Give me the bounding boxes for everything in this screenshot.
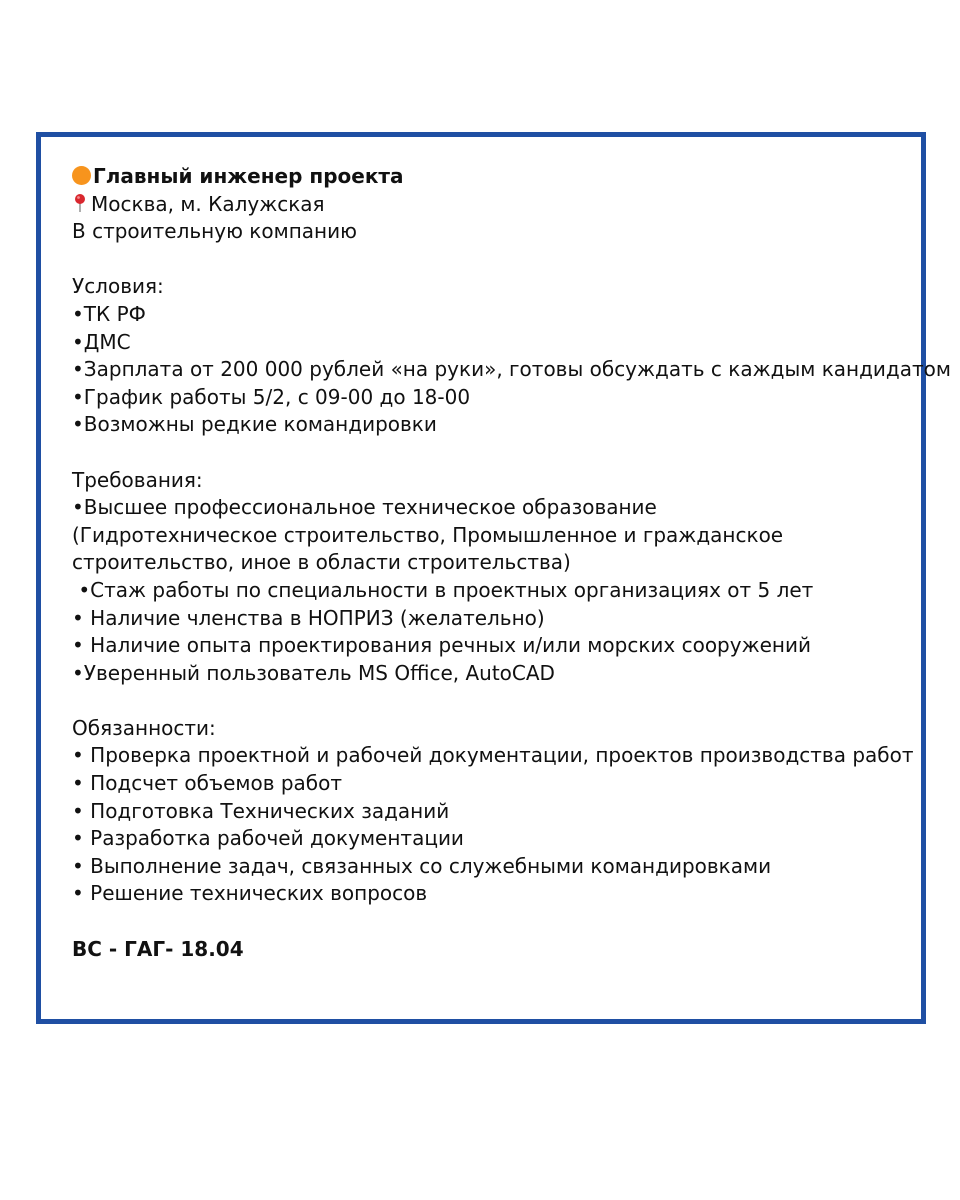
list-item: •Стаж работы по специальности в проектных организациях от 5 лет [72,577,814,602]
list-item: • Разработка рабочей документации [72,826,464,851]
orange-circle-icon [72,166,91,185]
requirements-list [72,494,902,687]
spacer [72,246,902,274]
duties-heading: Обязанности: [72,715,216,740]
conditions-list [72,301,951,439]
list-item: •Уверенный пользователь MS Office, AutoCAD [72,660,555,685]
vacancy-title: Главный инженер проекта [93,164,404,188]
vacancy-post [72,163,951,963]
list-item: •Зарплата от 200 000 рублей «на руки», готовы обсуждать с каждым кандидатом [72,357,951,382]
spacer [72,687,902,715]
list-item: •Высшее профессиональное техническое образование (Гидротехническое строительство, Промышленное и гражданское строительство, иное в области строительства) [72,495,784,575]
list-item: • Наличие опыта проектирования речных и/или морских сооружений [72,633,811,658]
list-item: • Подсчет объемов работ [72,771,343,796]
duties-list [72,742,914,908]
location-text: Москва, м. Калужская [91,191,325,216]
conditions-heading: Условия: [72,274,164,299]
list-item: • Наличие членства в НОПРИЗ (желательно) [72,605,545,630]
list-item: •ДМС [72,329,131,354]
requirements-heading: Требования: [72,467,203,492]
list-item: •График работы 5/2, с 09-00 до 18-00 [72,384,471,409]
spacer [72,439,902,467]
list-item: • Выполнение задач, связанных со служебными командировками [72,853,772,878]
location-row [72,191,902,219]
list-item: • Проверка проектной и рабочей документации, проектов производства работ [72,743,914,768]
company-line: В строительную компанию [72,219,357,244]
vacancy-code: ВС - ГАГ- 18.04 [72,936,244,961]
list-item: •Возможны редкие командировки [72,412,437,437]
title-row [72,163,902,191]
map-pin-icon [72,193,88,213]
list-item: •ТК РФ [72,301,146,326]
spacer [72,908,902,936]
list-item: • Подготовка Технических заданий [72,798,450,823]
list-item: • Решение технических вопросов [72,881,428,906]
